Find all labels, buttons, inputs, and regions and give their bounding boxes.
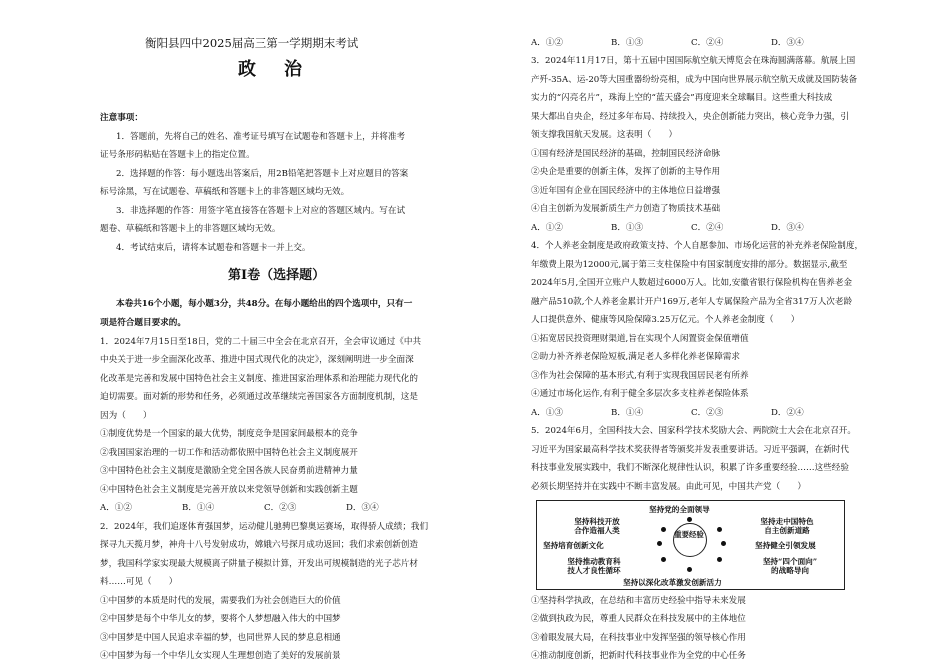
- notice-line: 1．答题前，先将自己的姓名、准考证号填写在试题卷和答题卡上，并将准考: [116, 132, 406, 142]
- diagram-item-upper-right: [745, 517, 829, 535]
- q5-text: 5．2024年6月，全国科技大会、国家科学技术奖励大会、两院院士大会在北京召开。: [531, 426, 856, 436]
- q3-text: 3．2024年11月17日，第十五届中国国际航空航天博览会在珠海圆满落幕。航展上国: [531, 56, 856, 66]
- q2-option-d[interactable]: D．③④: [771, 38, 804, 48]
- q5-text: 科技事业发展实践中，我们不断深化规律性认识，积累了许多重要经验……这些经验: [531, 463, 849, 473]
- subject-title: 政治: [238, 59, 330, 80]
- experience-diagram: [536, 500, 845, 590]
- notice-line: 4．考试结束后，请将本试题卷和答题卡一并上交。: [116, 243, 311, 253]
- q3-text: 领支撑我国航天发展。这表明（ ）: [531, 130, 678, 140]
- diagram-item-lower-left: [551, 557, 637, 575]
- q4-option-d[interactable]: D．②④: [771, 408, 804, 418]
- q3-choice: ③近年国有企业在国民经济中的主体地位日益增强: [531, 186, 721, 196]
- q4-option-a[interactable]: A．①③: [531, 408, 563, 418]
- diagram-text: 坚持推动教育科: [567, 557, 621, 566]
- q2-text: 探寻九天揽月梦，神舟十八号发射成功，嫦娥六号探月成功返回；我们求索创新创造: [100, 540, 418, 550]
- q2-choice: ②中国梦是每个中华儿女的梦，要将个人梦想融入伟大的中国梦: [100, 614, 341, 624]
- q1-choice: ②我国国家治理的一切工作和活动都依照中国特色社会主义制度展开: [100, 448, 358, 458]
- q5-choice: ③着眼发展大局，在科技事业中发挥坚强的领导核心作用: [531, 633, 746, 643]
- diagram-text: 自主创新道路: [764, 526, 810, 535]
- q1-text: 迫切需要。面对新的形势和任务，必须通过改革继续完善国家各方面制度机制，这是: [100, 392, 418, 402]
- q1-text: 1．2024年7月15日至18日，党的二十届三中全会在北京召开，全会审议通过《中共: [100, 337, 422, 347]
- q4-choice: ②助力补齐养老保险短板,满足老人多样化养老保障需求: [531, 352, 740, 362]
- q2-option-a[interactable]: A．①②: [531, 38, 563, 48]
- q1-choice: ③中国特色社会主义制度是激励全党全国各族人民奋勇前进精神力量: [100, 466, 358, 476]
- q5-choice: ①坚持科学执政，在总结和丰富历史经验中指导未来发展: [531, 596, 746, 606]
- q4-text: 人口提供意外、健康等风险保障3.25万亿元。个人养老金制度（ ）: [531, 315, 800, 325]
- notice-line: 2．选择题的作答：每小题选出答案后，用2B铅笔把答题卡上对应题目的答案: [116, 169, 409, 179]
- q2-text: 料……可见（ ）: [100, 577, 178, 587]
- q3-options: [531, 223, 851, 234]
- q2-choice: ④中国梦为每一个中华儿女实现人生理想创造了美好的发展前景: [100, 651, 341, 661]
- notice-line: 证号条形码粘贴在答题卡上的指定位置。: [100, 150, 255, 160]
- diagram-dot: [721, 541, 726, 546]
- q4-choice: ③作为社会保障的基本形式,有利于实现我国居民老有所养: [531, 371, 749, 381]
- q1-text: 化改革是完善和发展中国特色社会主义制度、推进国家治理体系和治理能力现代化的: [100, 374, 418, 384]
- q5-text: 习近平为国家最高科学技术奖获得者等颁奖并发表重要讲话。习近平强调，在新时代: [531, 445, 849, 455]
- q2-option-b[interactable]: B．①③: [611, 38, 644, 48]
- notice-line: 3．非选择题的作答：用签字笔直接答在答题卡上对应的答题区域内。写在试: [116, 206, 406, 216]
- diagram-text: 的战略导向: [771, 566, 809, 575]
- q5-choice: ②做到执政为民，尊重人民群众在科技发展中的主体地位: [531, 614, 746, 624]
- q4-choice: ①拓宽居民投资理财渠道,旨在实现个人闲置资金保值增值: [531, 334, 749, 344]
- diagram-dot: [717, 557, 722, 562]
- diagram-item-lower-right: [745, 557, 835, 575]
- section-intro: 本卷共16个小题，每小题3分，共48分。在每小题给出的四个选项中，只有一: [116, 299, 413, 309]
- diagram-dot: [687, 567, 692, 572]
- diagram-item-top: 坚持党的全面领导: [649, 505, 710, 514]
- q4-text: 融产品510款,个人养老金累计开户169万,老年人专属保险产品为全省317万人次老龄: [531, 297, 853, 307]
- q2-choice: ③中国梦是中国人民追求幸福的梦，也同世界人民的梦息息相通: [100, 633, 341, 643]
- notice-line: 标号涂黑，写在试题卷、草稿纸和答题卡上的非答题区域均无效。: [100, 187, 350, 197]
- q1-option-d[interactable]: D．③④: [346, 503, 379, 513]
- diagram-text: 坚持科技开放: [574, 517, 620, 526]
- q3-option-d[interactable]: D．③④: [771, 223, 804, 233]
- q1-option-a[interactable]: A．①②: [100, 503, 132, 513]
- q1-text: 中央关于进一步全面深化改革、推进中国式现代化的决定》，深刻阐明进一步全面深: [100, 355, 414, 365]
- notice-heading: 注意事项：: [100, 113, 143, 123]
- diagram-dot: [661, 557, 666, 562]
- q4-choice: ④通过市场化运作,有利于健全多层次多支柱养老保险体系: [531, 389, 749, 399]
- q2-text: 2．2024年，我们追逐体育强国梦，运动健儿驰骋巴黎奥运赛场，取得骄人成绩；我们: [100, 522, 429, 532]
- q3-choice: ②央企是重要的创新主体，发挥了创新的主导作用: [531, 167, 721, 177]
- diagram-item-bottom: 坚持以深化改革激发创新活力: [623, 578, 722, 587]
- section-title: 第Ⅰ卷（选择题）: [228, 268, 326, 283]
- diagram-center-label: 重要经验: [674, 530, 704, 539]
- q3-text: 实力的“闪亮名片”，珠海上空的“蓝天盛会”再度迎来全球瞩目。这些重大科技成: [531, 93, 833, 103]
- diagram-dot: [657, 541, 662, 546]
- diagram-text: 坚持“四个面向”: [762, 557, 818, 566]
- q4-text: 2024年5月,全国开立账户人数超过6000万人。比如,安徽省银行保险机构在售养老金: [531, 278, 853, 288]
- q3-option-a[interactable]: A．①②: [531, 223, 563, 233]
- q4-option-b[interactable]: B．①④: [611, 408, 644, 418]
- notice-line: 题卷、草稿纸和答题卡上的非答题区域均无效。: [100, 224, 281, 234]
- q3-choice: ④自主创新为发展新质生产力创造了物质技术基础: [531, 204, 721, 214]
- diagram-dot: [687, 517, 692, 522]
- q1-text: 因为（ ）: [100, 411, 152, 421]
- q3-choice: ①国有经济是国民经济的基础，控制国民经济命脉: [531, 149, 721, 159]
- diagram-text: 技人才良性循环: [567, 566, 621, 575]
- diagram-item-upper-left: [557, 517, 637, 535]
- diagram-center-circle: [673, 523, 707, 557]
- q4-text: 年缴费上限为12000元,属于第三支柱保险中有国家制度安排的部分。数据显示,截至: [531, 260, 848, 270]
- q1-choice: ①制度优势是一个国家的最大优势，制度竞争是国家间最根本的竞争: [100, 429, 358, 439]
- q2-options: [531, 38, 851, 49]
- q3-option-c[interactable]: C．②④: [691, 223, 724, 233]
- q2-option-c[interactable]: C．②④: [691, 38, 724, 48]
- diagram-dot: [717, 527, 722, 532]
- q4-option-c[interactable]: C．②③: [691, 408, 724, 418]
- q5-choice: ④推动制度创新，把新时代科技事业作为全党的中心任务: [531, 651, 746, 661]
- diagram-text: 合作造福人类: [574, 526, 620, 535]
- diagram-item-mid-right: 坚持健全引领发展: [755, 541, 816, 550]
- diagram-dot: [661, 527, 666, 532]
- q1-options: [100, 503, 428, 514]
- q1-choice: ④中国特色社会主义制度是完善开放以来党领导创新和实践创新主题: [100, 485, 358, 495]
- q5-text: 必须长期坚持并在实践中不断丰富发展。由此可见，中国共产党（ ）: [531, 482, 807, 492]
- q3-text: 产歼-35A、运-20等大国重器纷纷亮相，成为中国向世界展示航空航天成就及国防装备: [531, 75, 858, 85]
- exam-title: 衡阳县四中2025届高三第一学期期末考试: [145, 36, 359, 50]
- diagram-item-mid-left: 坚持培育创新文化: [543, 541, 604, 550]
- q3-option-b[interactable]: B．①③: [611, 223, 644, 233]
- q2-text: 梦，我国科学家实现最大规模离子阱量子模拟计算，开发出可规模制造的光子芯片材: [100, 559, 418, 569]
- section-intro: 项是符合题目要求的。: [100, 318, 186, 328]
- q1-option-b[interactable]: B．①④: [182, 503, 215, 513]
- q3-text: 果大都出自央企，经过多年布局、持续投入，央企创新能力突出，核心竞争力强，引: [531, 112, 849, 122]
- q2-choice: ①中国梦的本质是时代的发展，需要我们为社会创造巨大的价值: [100, 596, 341, 606]
- q1-option-c[interactable]: C．②③: [264, 503, 297, 513]
- diagram-text: 坚持走中国特色: [760, 517, 814, 526]
- q4-text: 4．个人养老金制度是政府政策支持、个人自愿参加、市场化运营的补充养老保险制度，: [531, 241, 864, 251]
- q4-options: [531, 408, 851, 419]
